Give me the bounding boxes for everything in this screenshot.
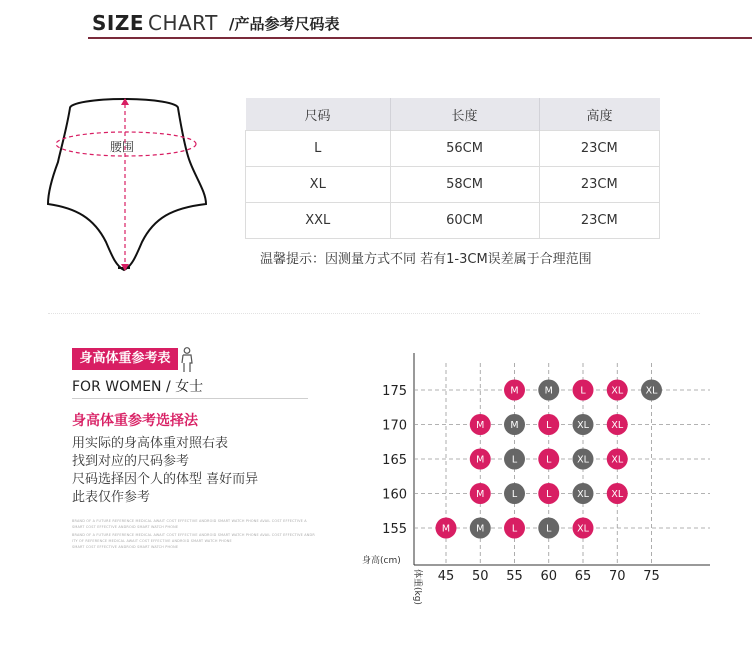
size-marker-label: L	[511, 489, 518, 500]
divider	[72, 398, 308, 399]
title-chart: CHART	[148, 11, 218, 35]
table-cell: 60CM	[390, 203, 539, 239]
description-line: 用实际的身高体重对照右表	[72, 436, 229, 451]
size-marker-label: L	[511, 454, 518, 466]
x-tick-label: 70	[608, 569, 626, 584]
section-divider	[48, 313, 700, 314]
y-tick-label: 160	[382, 487, 407, 503]
table-cell: 56CM	[390, 131, 539, 167]
size-marker-label: XL	[577, 454, 589, 466]
table-cell: 23CM	[539, 167, 660, 203]
reference-tag: 身高体重参考表	[72, 348, 178, 370]
description-line: 找到对应的尺码参考	[72, 454, 190, 469]
description-line: 此表仅作参考	[72, 490, 151, 505]
y-axis-label: 身高(cm)	[362, 556, 401, 566]
for-women-label	[72, 376, 203, 396]
size-marker-label: L	[546, 454, 552, 466]
fine-print: BRAND OF A FUTURE REFERENCE MEDICAL AWAIT COST EFFECTIVE ANDROID SMART WATCH PHONE AVAIL COST EFFECTIVE A	[72, 519, 307, 523]
size-marker-label: M	[476, 420, 485, 431]
y-tick-label: 175	[382, 384, 407, 399]
x-tick-label: 55	[506, 569, 523, 584]
size-marker-label: L	[580, 385, 586, 397]
fine-print: SMART COST EFFECTIVE ANDROID SMART WATCH PHONE	[72, 525, 179, 529]
size-marker-label: M	[441, 523, 451, 535]
size-marker-label: M	[476, 489, 485, 500]
size-marker-label: M	[476, 454, 485, 466]
table-cell: L	[246, 131, 391, 167]
size-marker-label: XL	[611, 420, 624, 431]
size-marker-label: M	[510, 385, 519, 397]
x-axis-label: 体重(kg)	[412, 569, 422, 605]
x-tick-label: 65	[574, 569, 592, 584]
x-tick-label: 60	[540, 569, 558, 584]
table-cell: 58CM	[390, 167, 539, 203]
table-cell: XL	[246, 167, 391, 203]
size-table	[245, 98, 660, 239]
garment-diagram	[46, 92, 216, 272]
size-marker-label: XL	[577, 489, 589, 500]
size-marker-label: L	[546, 489, 552, 500]
size-marker-label: L	[546, 523, 552, 535]
size-marker-label: L	[511, 523, 518, 535]
y-tick-label: 165	[382, 453, 407, 468]
table-row	[246, 131, 660, 167]
y-tick-label: 155	[382, 522, 407, 537]
size-marker-label: XL	[611, 454, 624, 466]
table-cell: XXL	[246, 203, 391, 239]
height-weight-chart	[360, 350, 730, 610]
size-marker-label: M	[544, 385, 553, 397]
x-tick-label: 50	[471, 569, 489, 584]
size-marker-label: L	[546, 420, 552, 431]
description-line: 尺码选择因个人的体型 喜好而异	[72, 472, 259, 487]
column-header: 尺码	[246, 98, 391, 131]
x-tick-label: 75	[643, 569, 660, 584]
table-row	[246, 167, 660, 203]
title-cn: /产品参考尺码表	[229, 15, 340, 33]
size-marker-label: M	[510, 420, 519, 431]
for-women-cn: / 女士	[161, 379, 204, 395]
fine-print: ITY OF REFERENCE MEDICAL AWAIT COST EFFECTIVE ANDROID SMART WATCH PHONE	[72, 539, 232, 543]
waist-label: 腰围	[110, 140, 135, 154]
table-cell: 23CM	[539, 203, 660, 239]
fine-print: BRAND OF A FUTURE REFERENCE MEDICAL AWAIT COST EFFECTIVE ANDROID SMART WATCH PHONE AVAIL COST EFFECTIVE ANDR	[72, 533, 315, 537]
person-icon	[180, 347, 194, 373]
for-women-en: FOR WOMEN	[72, 379, 162, 395]
size-marker-label: XL	[645, 385, 658, 397]
x-tick-label: 45	[437, 569, 455, 584]
selection-method-title: 身高体重参考选择法	[72, 413, 198, 429]
size-marker-label: XL	[577, 523, 589, 535]
column-header: 长度	[390, 98, 539, 131]
header-divider	[88, 37, 752, 39]
size-marker-label: XL	[577, 420, 589, 431]
size-marker-label: XL	[611, 385, 624, 397]
column-header: 高度	[539, 98, 660, 131]
y-tick-label: 170	[382, 418, 407, 434]
measurement-note: 温馨提示：因测量方式不同 若有1-3CM误差属于合理范围	[260, 252, 592, 267]
table-row	[246, 203, 660, 239]
fine-print: SMART COST EFFECTIVE ANDROID SMART WATCH PHONE	[72, 545, 179, 549]
size-marker-label: XL	[611, 489, 624, 500]
size-table-header	[246, 98, 660, 131]
table-cell: 23CM	[539, 131, 660, 167]
size-marker-label: M	[476, 523, 485, 535]
title-size: SIZE	[92, 11, 145, 35]
